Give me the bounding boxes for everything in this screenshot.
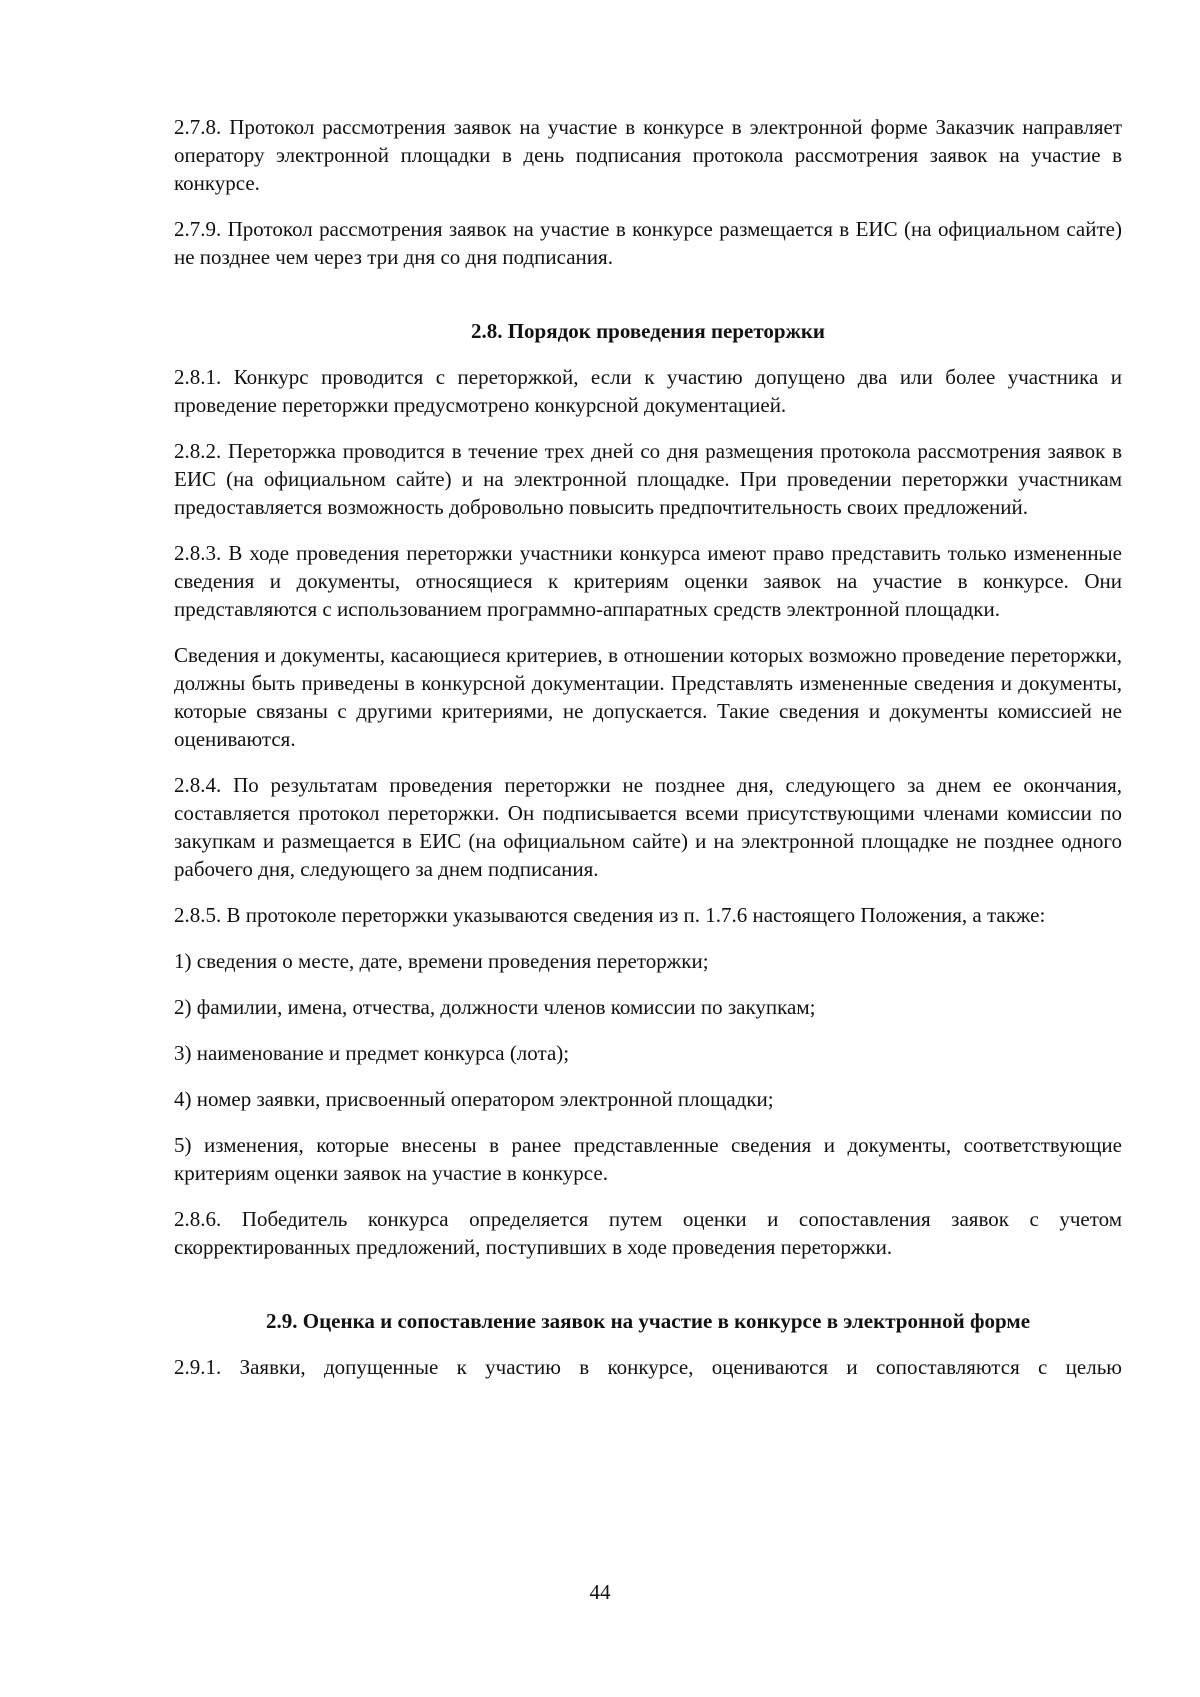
section-heading-2-8: 2.8. Порядок проведения переторжки: [470, 319, 826, 343]
list-item-2: 2) фамилии, имена, отчества, должности членов комиссии по закупкам;: [174, 995, 816, 1019]
paragraph-2-8-2: 2.8.2. Переторжка проводится в течение трех дней со дня размещения протокола рассмотрения заявок в ЕИС (на официальном сайте) и на электронной площадке. При проведении переторжки участникам предоставляется возможность добровольно повысить предпочтительность своих предложений.: [174, 439, 1122, 519]
list-item-1: 1) сведения о месте, дате, времени проведения переторжки;: [174, 949, 709, 973]
paragraph-2-7-9: 2.7.9. Протокол рассмотрения заявок на участие в конкурсе размещается в ЕИС (на официальном сайте) не позднее чем через три дня со дня подписания.: [174, 217, 1122, 269]
list-item-3: 3) наименование и предмет конкурса (лота);: [174, 1041, 570, 1065]
paragraph-2-8-6: 2.8.6. Победитель конкурса определяется путем оценки и сопоставления заявок с учетом скорректированных предложений, поступивших в ходе проведения переторжки.: [174, 1207, 1122, 1259]
paragraph-2-9-1: 2.9.1. Заявки, допущенные к участию в конкурсе, оцениваются и сопоставляются с целью: [174, 1355, 1122, 1379]
page-body: [174, 113, 1122, 1381]
section-heading-2-9: 2.9. Оценка и сопоставление заявок на участие в конкурсе в электронной форме: [265, 1309, 1031, 1333]
page-number: 44: [589, 1580, 611, 1604]
paragraph-2-7-8: 2.7.8. Протокол рассмотрения заявок на участие в конкурсе в электронной форме Заказчик направляет оператору электронной площадки в день подписания протокола рассмотрения заявок на участие в конкурсе.: [174, 115, 1122, 195]
list-item-5: 5) изменения, которые внесены в ранее представленные сведения и документы, соответствующие критериям оценки заявок на участие в конкурсе.: [174, 1133, 1122, 1185]
paragraph-2-8-3: 2.8.3. В ходе проведения переторжки участники конкурса имеют право представить только измененные сведения и документы, относящиеся к критериям оценки заявок на участие в конкурсе. Они представляются с использованием программно-аппаратных средств электронной площадки.: [174, 541, 1122, 621]
paragraph-2-8-3-continued: Сведения и документы, касающиеся критериев, в отношении которых возможно проведение переторжки, должны быть приведены в конкурсной документации. Представлять измененные сведения и документы, которые связаны с другими критериями, не допускается. Такие сведения и документы комиссией не оцениваются.: [174, 643, 1122, 751]
list-item-4: 4) номер заявки, присвоенный оператором электронной площадки;: [174, 1087, 774, 1111]
paragraph-2-8-5: 2.8.5. В протоколе переторжки указываются сведения из п. 1.7.6 настоящего Положения, а также:: [174, 903, 1046, 927]
paragraph-2-8-4: 2.8.4. По результатам проведения переторжки не позднее дня, следующего за днем ее окончания, составляется протокол переторжки. Он подписывается всеми присутствующими членами комиссии по закупкам и размещается в ЕИС (на официальном сайте) и на электронной площадке не позднее одного рабочего дня, следующего за днем подписания.: [174, 773, 1122, 881]
paragraph-2-8-1: 2.8.1. Конкурс проводится с переторжкой, если к участию допущено два или более участника и проведение переторжки предусмотрено конкурсной документацией.: [174, 365, 1122, 417]
